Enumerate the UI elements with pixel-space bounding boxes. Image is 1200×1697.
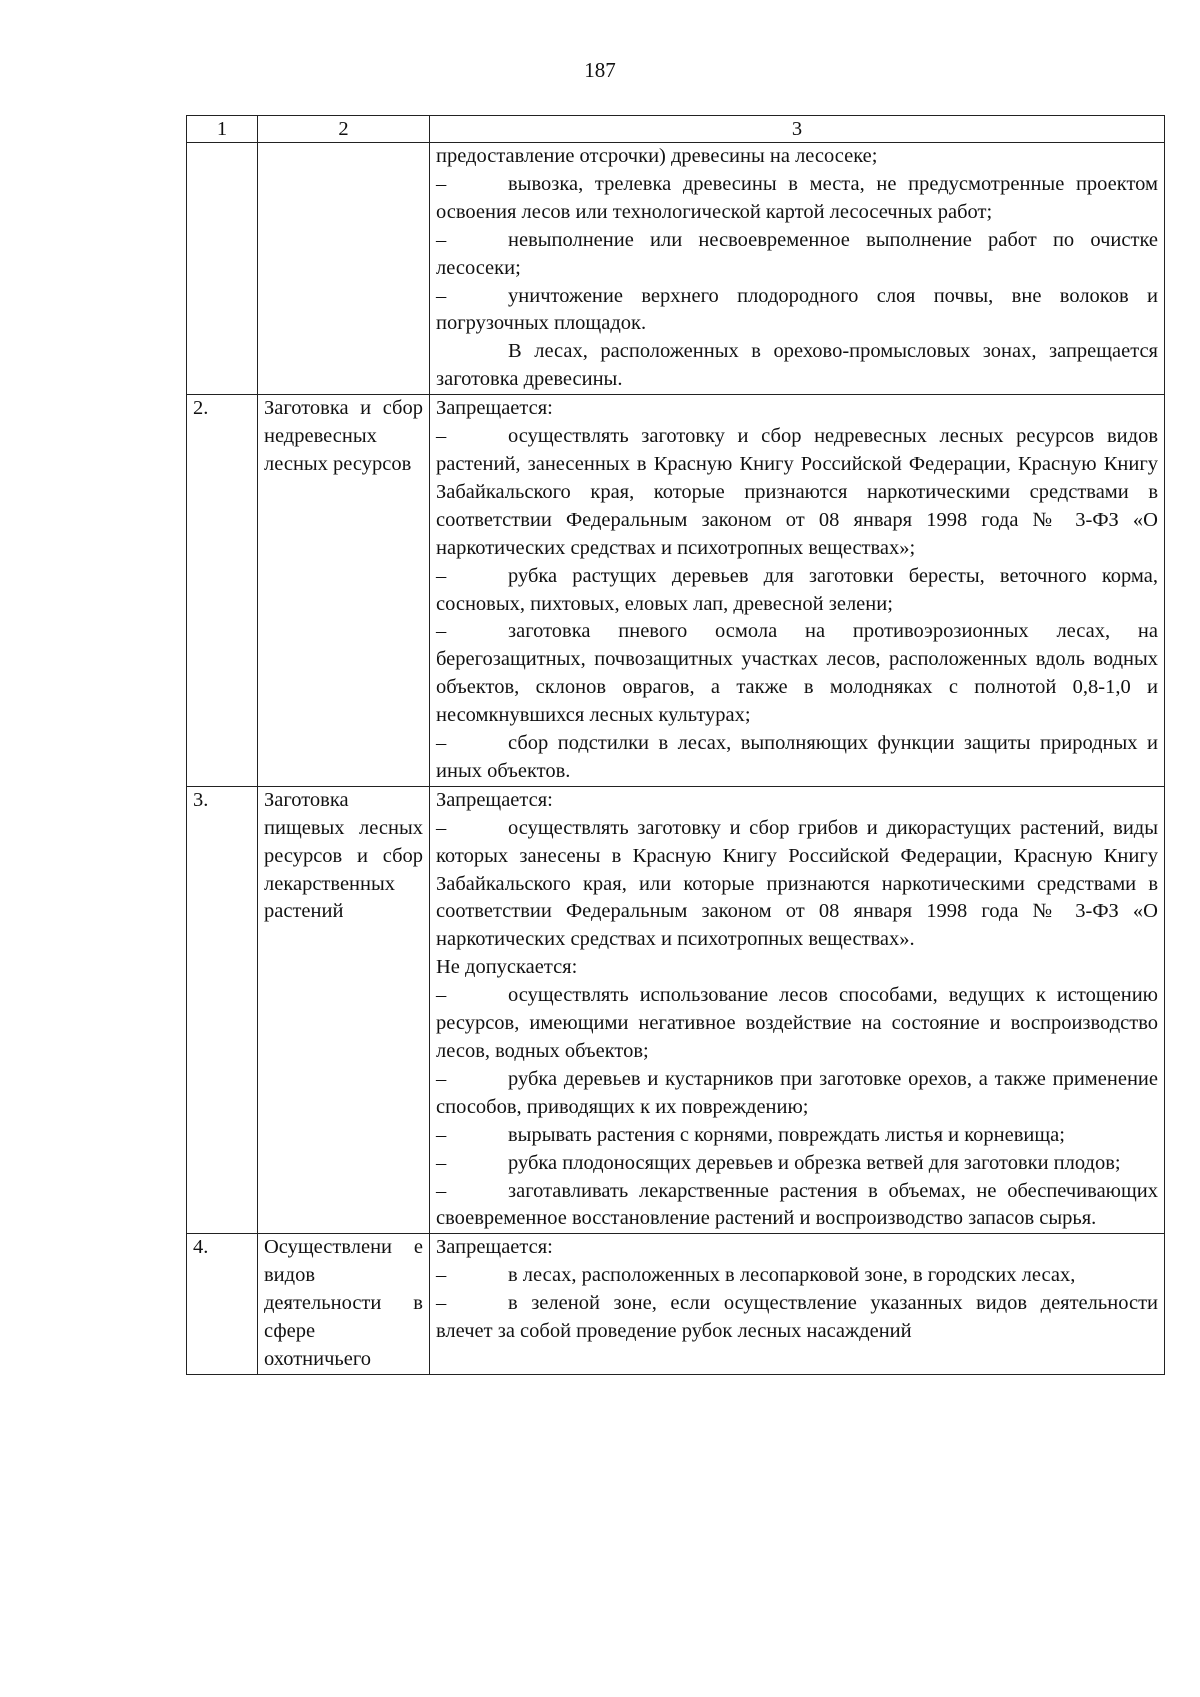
restriction-line [436, 1234, 1158, 1262]
restriction-line-text: осуществлять использование лесов способами, ведущих к истощению ресурсов, имеющими негативное воздействие на состояние и воспроизводство лесов, водных объектов; [436, 984, 1158, 1062]
bullet-dash: – [436, 564, 447, 587]
restriction-line [436, 283, 1158, 339]
header-col-1: 1 [187, 116, 258, 143]
bullet-dash: – [436, 172, 447, 195]
table-row [187, 395, 1165, 787]
bullet-dash: – [436, 1264, 447, 1287]
table-row [187, 1234, 1165, 1375]
restriction-line-text: заготовка пневого осмола на противоэрозионных лесах, на берегозащитных, почвозащитных участках лесов, расположенных вдоль водных объектов, склонов оврагов, а также в молодняках с полнотой 0,8-1,0 и несомкнувшихся лесных культурах; [436, 620, 1158, 727]
bullet-dash: – [436, 620, 447, 643]
bullet-dash: – [436, 1292, 447, 1315]
table-header-row [187, 116, 1165, 143]
restriction-line-text: рубка деревьев и кустарников при заготовке орехов, а также применение способов, приводящих к их повреждению; [436, 1067, 1158, 1118]
restriction-line-text: Запрещается: [436, 1236, 553, 1259]
bullet-dash: – [436, 425, 447, 448]
restriction-line-text: вывозка, трелевка древесины в места, не предусмотренные проектом освоения лесов или технологической картой лесосечных работ; [436, 172, 1158, 223]
bullet-dash: – [436, 984, 447, 1007]
restriction-line [436, 1290, 1158, 1346]
bullet-dash: – [436, 816, 447, 839]
activity-type: Заготовка пищевых лесных ресурсов и сбор лекарственных растений [258, 786, 430, 1234]
row-number: 2. [187, 395, 258, 787]
restriction-line-text: в лесах, расположенных в лесопарковой зоне, в городских лесах, [508, 1264, 1076, 1287]
restriction-line [436, 143, 1158, 171]
restriction-line [436, 395, 1158, 423]
restrictions-table [186, 115, 1165, 1375]
page-number: 187 [584, 58, 616, 82]
restriction-text [430, 395, 1165, 787]
restriction-line [436, 982, 1158, 1066]
restriction-line-text: рубка растущих деревьев для заготовки бересты, веточного корма, сосновых, пихтовых, еловых лап, древесной зелени; [436, 564, 1158, 615]
bullet-dash: – [436, 1067, 447, 1090]
header-col-2: 2 [258, 116, 430, 143]
restriction-line-text: В лесах, расположенных в орехово-промысловых зонах, запрещается заготовка древесины. [436, 340, 1158, 391]
restriction-line-text: осуществлять заготовку и сбор недревесных лесных ресурсов видов растений, занесенных в Красную Книгу Российской Федерации, Красную Книгу Забайкальского края, которые признаются наркотическими средствами в соответствии Федеральным законом от 08 января 1998 года № 3-ФЗ «О наркотических средствах и психотропных веществах»; [436, 425, 1158, 559]
row-number: 3. [187, 786, 258, 1234]
restriction-line [436, 171, 1158, 227]
bullet-dash: – [436, 732, 447, 755]
restriction-line [436, 1262, 1158, 1290]
restriction-line [436, 227, 1158, 283]
restriction-line [436, 618, 1158, 730]
restriction-line-text: в зеленой зоне, если осуществление указанных видов деятельности влечет за собой проведение рубок лесных насаждений [436, 1292, 1158, 1343]
activity-type: Осуществлени е видов деятельности в сфере охотничьего [258, 1234, 430, 1375]
activity-type: Заготовка и сбор недревесных лесных ресурсов [258, 395, 430, 787]
restriction-text [430, 786, 1165, 1234]
restriction-text [430, 143, 1165, 395]
bullet-dash: – [436, 284, 447, 307]
restriction-line-text: Не допускается: [436, 956, 578, 979]
restriction-text [430, 1234, 1165, 1375]
restriction-line [436, 423, 1158, 563]
restriction-line [436, 1066, 1158, 1122]
bullet-dash: – [436, 1123, 447, 1146]
restriction-line-text: сбор подстилки в лесах, выполняющих функции защиты природных и иных объектов. [436, 732, 1158, 782]
restriction-line-text: заготавливать лекарственные растения в объемах, не обеспечивающих своевременное восстановление растений и воспроизводство запасов сырья. [436, 1179, 1158, 1230]
restriction-line-text: Запрещается: [436, 788, 553, 811]
restriction-line [436, 1178, 1158, 1234]
bullet-dash: – [436, 228, 447, 251]
restriction-line [436, 787, 1158, 815]
restriction-line-text: невыполнение или несвоевременное выполнение работ по очистке лесосеки; [436, 228, 1158, 279]
table-row [187, 786, 1165, 1234]
restriction-line-text: уничтожение верхнего плодородного слоя почвы, вне волоков и погрузочных площадок. [436, 284, 1158, 335]
activity-type [258, 143, 430, 395]
bullet-dash: – [436, 1151, 447, 1174]
restriction-line [436, 1150, 1158, 1178]
restriction-line [436, 338, 1158, 394]
header-col-3: 3 [430, 116, 1165, 143]
restriction-line [436, 563, 1158, 619]
restriction-line-text: рубка плодоносящих деревьев и обрезка ветвей для заготовки плодов; [508, 1151, 1121, 1174]
row-number: 4. [187, 1234, 258, 1375]
restriction-line [436, 1122, 1158, 1150]
restriction-line-text: вырывать растения с корнями, повреждать листья и корневища; [508, 1123, 1065, 1146]
restriction-line-text: осуществлять заготовку и сбор грибов и дикорастущих растений, виды которых занесены в Красную Книгу Российской Федерации, Красную Книгу Забайкальского края, или которые признаются наркотическими средствами в соответствии Федеральным законом от 08 января 1998 года № 3-ФЗ «О наркотических средствах и психотропных веществах». [436, 816, 1158, 951]
bullet-dash: – [436, 1179, 447, 1202]
restriction-line [436, 815, 1158, 955]
restriction-line [436, 954, 1158, 982]
restriction-line-text: предоставление отсрочки) древесины на лесосеке; [436, 145, 878, 167]
table-row [187, 143, 1165, 395]
restriction-line [436, 730, 1158, 786]
row-number [187, 143, 258, 395]
restriction-line-text: Запрещается: [436, 397, 553, 420]
